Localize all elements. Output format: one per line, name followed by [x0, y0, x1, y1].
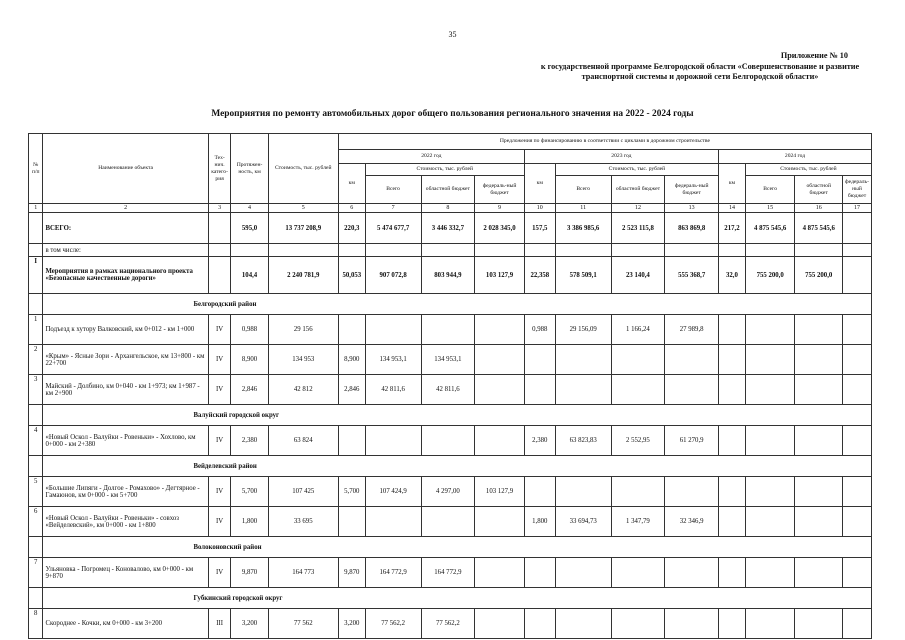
cell: 4 875 545,6 — [795, 213, 843, 244]
cell — [365, 426, 421, 456]
appendix-header — [520, 51, 880, 83]
cell — [795, 477, 843, 507]
cell: 42 811,6 — [421, 375, 475, 405]
cell — [795, 375, 843, 405]
cell: 77 562,2 — [421, 609, 475, 639]
district-row — [29, 456, 872, 477]
column-number: 17 — [842, 204, 871, 213]
table-row — [29, 507, 872, 537]
cell — [719, 345, 746, 375]
header-cost-2022: Стоимость, тыс. рублей — [365, 164, 524, 176]
cell — [719, 477, 746, 507]
cell — [842, 507, 871, 537]
page-number: 35 — [448, 30, 457, 39]
cell — [268, 244, 338, 257]
table-row — [29, 558, 872, 588]
header-regional-2023: областной бюджет — [611, 176, 665, 204]
cell — [29, 213, 43, 244]
cell — [795, 345, 843, 375]
object-name: Ульяновка - Погромец - Коновалово, км 0+000 - км 9+870 — [43, 558, 208, 588]
cell — [665, 375, 719, 405]
cell: 2 240 781,9 — [268, 257, 338, 294]
cell — [719, 609, 746, 639]
cell: 1 166,24 — [611, 315, 665, 345]
district-name: Губкинский городской округ — [43, 588, 872, 609]
header-cost-2023: Стоимость, тыс. рублей — [555, 164, 718, 176]
document-title: Мероприятия по ремонту автомобильных дорог общего пользования регионального значения на 2022 - 2024 годы — [211, 109, 694, 119]
header-name: Наименование объекта — [43, 134, 208, 204]
cell: 13 737 208,9 — [268, 213, 338, 244]
object-name: «Крым» - Ясные Зори - Архангельское, км 13+800 - км 22+700 — [43, 345, 208, 375]
appendix-line-3: транспортной системы и дорожной сети Белгородской области» — [581, 72, 819, 81]
cell: 164 772,9 — [421, 558, 475, 588]
cell — [338, 426, 365, 456]
cell — [524, 477, 555, 507]
total-row — [29, 213, 872, 244]
column-number: 5 — [268, 204, 338, 213]
cell: 77 562 — [268, 609, 338, 639]
cell — [719, 375, 746, 405]
header-km-2022: км — [338, 164, 365, 204]
column-number: 6 — [338, 204, 365, 213]
header-proposals: Предложения по финансированию в соответствии с циклами в дорожном строительстве — [338, 134, 871, 150]
cell: 2,380 — [231, 426, 268, 456]
column-number: 8 — [421, 204, 475, 213]
cell: IV — [208, 558, 231, 588]
cell — [338, 315, 365, 345]
object-name: «Новый Оскол - Валуйки - Ровеньки» - Хохлово, км 0+000 - км 2+380 — [43, 426, 208, 456]
cell — [611, 477, 665, 507]
cell — [365, 244, 421, 257]
header-cost-2024: Стоимость, тыс. рублей — [745, 164, 871, 176]
cell: 8,900 — [231, 345, 268, 375]
cell — [29, 588, 43, 609]
cell: 2 552,95 — [611, 426, 665, 456]
cell — [745, 477, 795, 507]
header-federal-2023: федераль-ный бюджет — [665, 176, 719, 204]
cell: 5,700 — [231, 477, 268, 507]
cell: 134 953,1 — [421, 345, 475, 375]
cell — [745, 345, 795, 375]
cell — [421, 315, 475, 345]
column-number: 14 — [719, 204, 746, 213]
cell — [611, 609, 665, 639]
table-header — [29, 134, 872, 204]
table-row — [29, 345, 872, 375]
cell: IV — [208, 477, 231, 507]
row-number: 1 — [29, 315, 43, 345]
cell — [524, 609, 555, 639]
column-number: 9 — [475, 204, 525, 213]
cell: 803 944,9 — [421, 257, 475, 294]
cell: 2 523 115,8 — [611, 213, 665, 244]
cell — [338, 244, 365, 257]
cell — [208, 213, 231, 244]
cell — [795, 507, 843, 537]
district-row — [29, 294, 872, 315]
cell — [231, 244, 268, 257]
cell — [719, 244, 746, 257]
object-name: Скороднее - Кочки, км 0+000 - км 3+200 — [43, 609, 208, 639]
cell — [475, 426, 525, 456]
cell: 103 127,9 — [475, 477, 525, 507]
cell: 2 028 345,0 — [475, 213, 525, 244]
cell — [665, 345, 719, 375]
cell — [365, 507, 421, 537]
cell — [842, 477, 871, 507]
column-number: 12 — [611, 204, 665, 213]
column-number: 11 — [555, 204, 611, 213]
cell: 4 875 545,6 — [745, 213, 795, 244]
header-regional-2022: областной бюджет — [421, 176, 475, 204]
object-name: Майский - Долбино, км 0+040 - км 1+973; км 1+987 - км 2+900 — [43, 375, 208, 405]
cell: III — [208, 609, 231, 639]
row-number: 2 — [29, 345, 43, 375]
appendix-line-2: к государственной программе Белгородской области «Совершенствование и развитие — [540, 61, 860, 71]
cell: IV — [208, 315, 231, 345]
row-number: 3 — [29, 375, 43, 405]
cell — [524, 345, 555, 375]
cell — [611, 345, 665, 375]
cell — [475, 315, 525, 345]
cell — [795, 244, 843, 257]
cell: 595,0 — [231, 213, 268, 244]
cell — [719, 315, 746, 345]
cell — [475, 609, 525, 639]
cell: 32,0 — [719, 257, 746, 294]
cell — [555, 244, 611, 257]
cell: 4 297,00 — [421, 477, 475, 507]
column-number: 4 — [231, 204, 268, 213]
cell — [338, 507, 365, 537]
appendix-number: Приложение № 10 — [780, 51, 848, 60]
cell: 157,5 — [524, 213, 555, 244]
district-name: Вейделевский район — [43, 456, 872, 477]
cell — [29, 405, 43, 426]
cell: 863 869,8 — [665, 213, 719, 244]
district-row — [29, 588, 872, 609]
row-number: 6 — [29, 507, 43, 537]
cell: 29 156 — [268, 315, 338, 345]
header-year-2023: 2023 год — [524, 150, 718, 164]
cell — [208, 244, 231, 257]
cell: 217,2 — [719, 213, 746, 244]
cell: 32 346,9 — [665, 507, 719, 537]
table-row — [29, 426, 872, 456]
cell: 22,358 — [524, 257, 555, 294]
cell: 0,988 — [231, 315, 268, 345]
cell — [745, 375, 795, 405]
cell — [611, 375, 665, 405]
cell — [475, 244, 525, 257]
cell: 907 072,8 — [365, 257, 421, 294]
project-name: Мероприятия в рамках национального проекта «Безопасные качественные дороги» — [43, 257, 208, 294]
cell: 1 347,79 — [611, 507, 665, 537]
header-year-2022: 2022 год — [338, 150, 524, 164]
cell — [421, 426, 475, 456]
object-name: Подъезд к хутору Валковский, км 0+012 - км 1+000 — [43, 315, 208, 345]
cell: 33 695 — [268, 507, 338, 537]
cell: 104,4 — [231, 257, 268, 294]
cell: 2,846 — [231, 375, 268, 405]
cell — [475, 507, 525, 537]
cell: 33 694,73 — [555, 507, 611, 537]
cell: 9,870 — [231, 558, 268, 588]
cell: 107 425 — [268, 477, 338, 507]
cell: 2,846 — [338, 375, 365, 405]
cell: 77 562,2 — [365, 609, 421, 639]
column-number: 13 — [665, 204, 719, 213]
cell — [665, 609, 719, 639]
project-row — [29, 257, 872, 294]
cell: 3 386 985,6 — [555, 213, 611, 244]
cell: 23 140,4 — [611, 257, 665, 294]
cell: 3,200 — [231, 609, 268, 639]
cell — [842, 558, 871, 588]
row-number: 5 — [29, 477, 43, 507]
total-label: ВСЕГО: — [43, 213, 208, 244]
cell — [555, 477, 611, 507]
district-name: Волоконовский район — [43, 537, 872, 558]
cell: 5 474 677,7 — [365, 213, 421, 244]
row-number: 8 — [29, 609, 43, 639]
cell — [745, 315, 795, 345]
cell — [745, 426, 795, 456]
subtitle-row — [29, 244, 872, 257]
cell: 63 823,83 — [555, 426, 611, 456]
row-number: 4 — [29, 426, 43, 456]
cell: 220,3 — [338, 213, 365, 244]
cell: IV — [208, 375, 231, 405]
cell: 578 509,1 — [555, 257, 611, 294]
cell — [475, 345, 525, 375]
cell: 555 368,7 — [665, 257, 719, 294]
table-body — [29, 204, 872, 639]
header-total-2024: Всего — [745, 176, 795, 204]
cell — [611, 558, 665, 588]
cell — [745, 609, 795, 639]
table-row — [29, 609, 872, 639]
cell: IV — [208, 345, 231, 375]
header-length: Протяжен-ность, км — [231, 134, 268, 204]
header-km-2024: км — [719, 164, 746, 204]
object-name: «Новый Оскол - Валуйки - Ровеньки» - совхоз «Вейделевский», км 0+000 - км 1+800 — [43, 507, 208, 537]
cell — [719, 426, 746, 456]
header-federal-2022: федераль-ный бюджет — [475, 176, 525, 204]
header-federal-2024: федераль-ный бюджет — [842, 176, 871, 204]
header-category: Тех-нич. катего-рия — [208, 134, 231, 204]
cell: I — [29, 257, 43, 294]
cell: 134 953 — [268, 345, 338, 375]
cell — [208, 257, 231, 294]
cell — [611, 244, 665, 257]
cell — [745, 507, 795, 537]
cell — [421, 507, 475, 537]
cell — [555, 609, 611, 639]
cell: 5,700 — [338, 477, 365, 507]
district-row — [29, 537, 872, 558]
cell: 3 446 332,7 — [421, 213, 475, 244]
cell — [665, 477, 719, 507]
column-number: 15 — [745, 204, 795, 213]
cell: 164 773 — [268, 558, 338, 588]
cell: 134 953,1 — [365, 345, 421, 375]
column-numbers-row — [29, 204, 872, 213]
cell — [719, 507, 746, 537]
cell — [795, 609, 843, 639]
table-row — [29, 375, 872, 405]
cell: 42 812 — [268, 375, 338, 405]
cell: 2,380 — [524, 426, 555, 456]
roads-repair-table — [28, 133, 872, 639]
cell — [842, 315, 871, 345]
header-km-2023: км — [524, 164, 555, 204]
cell — [524, 375, 555, 405]
cell — [524, 558, 555, 588]
cell — [795, 315, 843, 345]
header-no: № п/п — [29, 134, 43, 204]
column-number: 3 — [208, 204, 231, 213]
cell: 107 424,9 — [365, 477, 421, 507]
table-row — [29, 315, 872, 345]
header-total-2022: Всего — [365, 176, 421, 204]
cell — [842, 345, 871, 375]
header-regional-2024: областной бюджет — [795, 176, 843, 204]
cell — [475, 558, 525, 588]
cell: 8,900 — [338, 345, 365, 375]
cell — [475, 375, 525, 405]
cell — [842, 213, 871, 244]
cell — [365, 315, 421, 345]
cell: IV — [208, 426, 231, 456]
object-name: «Большие Липяги - Долгое - Ромахово» - Дегтярное - Гамаюнов, км 0+000 - км 5+700 — [43, 477, 208, 507]
cell: 755 200,0 — [795, 257, 843, 294]
cell — [795, 426, 843, 456]
cell — [842, 609, 871, 639]
cell — [842, 244, 871, 257]
cell: 1,800 — [231, 507, 268, 537]
header-cost: Стоимость, тыс. рублей — [268, 134, 338, 204]
cell — [665, 244, 719, 257]
subtitle-label: в том числе: — [43, 244, 208, 257]
row-number: 7 — [29, 558, 43, 588]
cell: 27 989,8 — [665, 315, 719, 345]
cell — [842, 257, 871, 294]
cell: 755 200,0 — [745, 257, 795, 294]
cell — [745, 244, 795, 257]
column-number: 16 — [795, 204, 843, 213]
district-name: Белгородский район — [43, 294, 872, 315]
cell — [555, 375, 611, 405]
header-total-2023: Всего — [555, 176, 611, 204]
cell — [665, 558, 719, 588]
cell: 3,200 — [338, 609, 365, 639]
cell: 61 270,9 — [665, 426, 719, 456]
cell — [421, 244, 475, 257]
cell — [524, 244, 555, 257]
cell: 164 772,9 — [365, 558, 421, 588]
cell: IV — [208, 507, 231, 537]
column-number: 10 — [524, 204, 555, 213]
column-number: 2 — [43, 204, 208, 213]
cell — [842, 375, 871, 405]
cell: 1,800 — [524, 507, 555, 537]
column-number: 7 — [365, 204, 421, 213]
cell: 0,988 — [524, 315, 555, 345]
table-row — [29, 477, 872, 507]
cell — [555, 558, 611, 588]
header-year-2024: 2024 год — [719, 150, 872, 164]
cell — [719, 558, 746, 588]
cell — [29, 537, 43, 558]
cell: 29 156,09 — [555, 315, 611, 345]
cell — [745, 558, 795, 588]
cell: 103 127,9 — [475, 257, 525, 294]
cell: 50,053 — [338, 257, 365, 294]
cell: 9,870 — [338, 558, 365, 588]
cell — [29, 294, 43, 315]
cell — [555, 345, 611, 375]
cell: 63 824 — [268, 426, 338, 456]
cell: 42 811,6 — [365, 375, 421, 405]
column-number: 1 — [29, 204, 43, 213]
cell — [842, 426, 871, 456]
district-row — [29, 405, 872, 426]
cell — [795, 558, 843, 588]
district-name: Валуйский городской округ — [43, 405, 872, 426]
cell — [29, 244, 43, 257]
cell — [29, 456, 43, 477]
